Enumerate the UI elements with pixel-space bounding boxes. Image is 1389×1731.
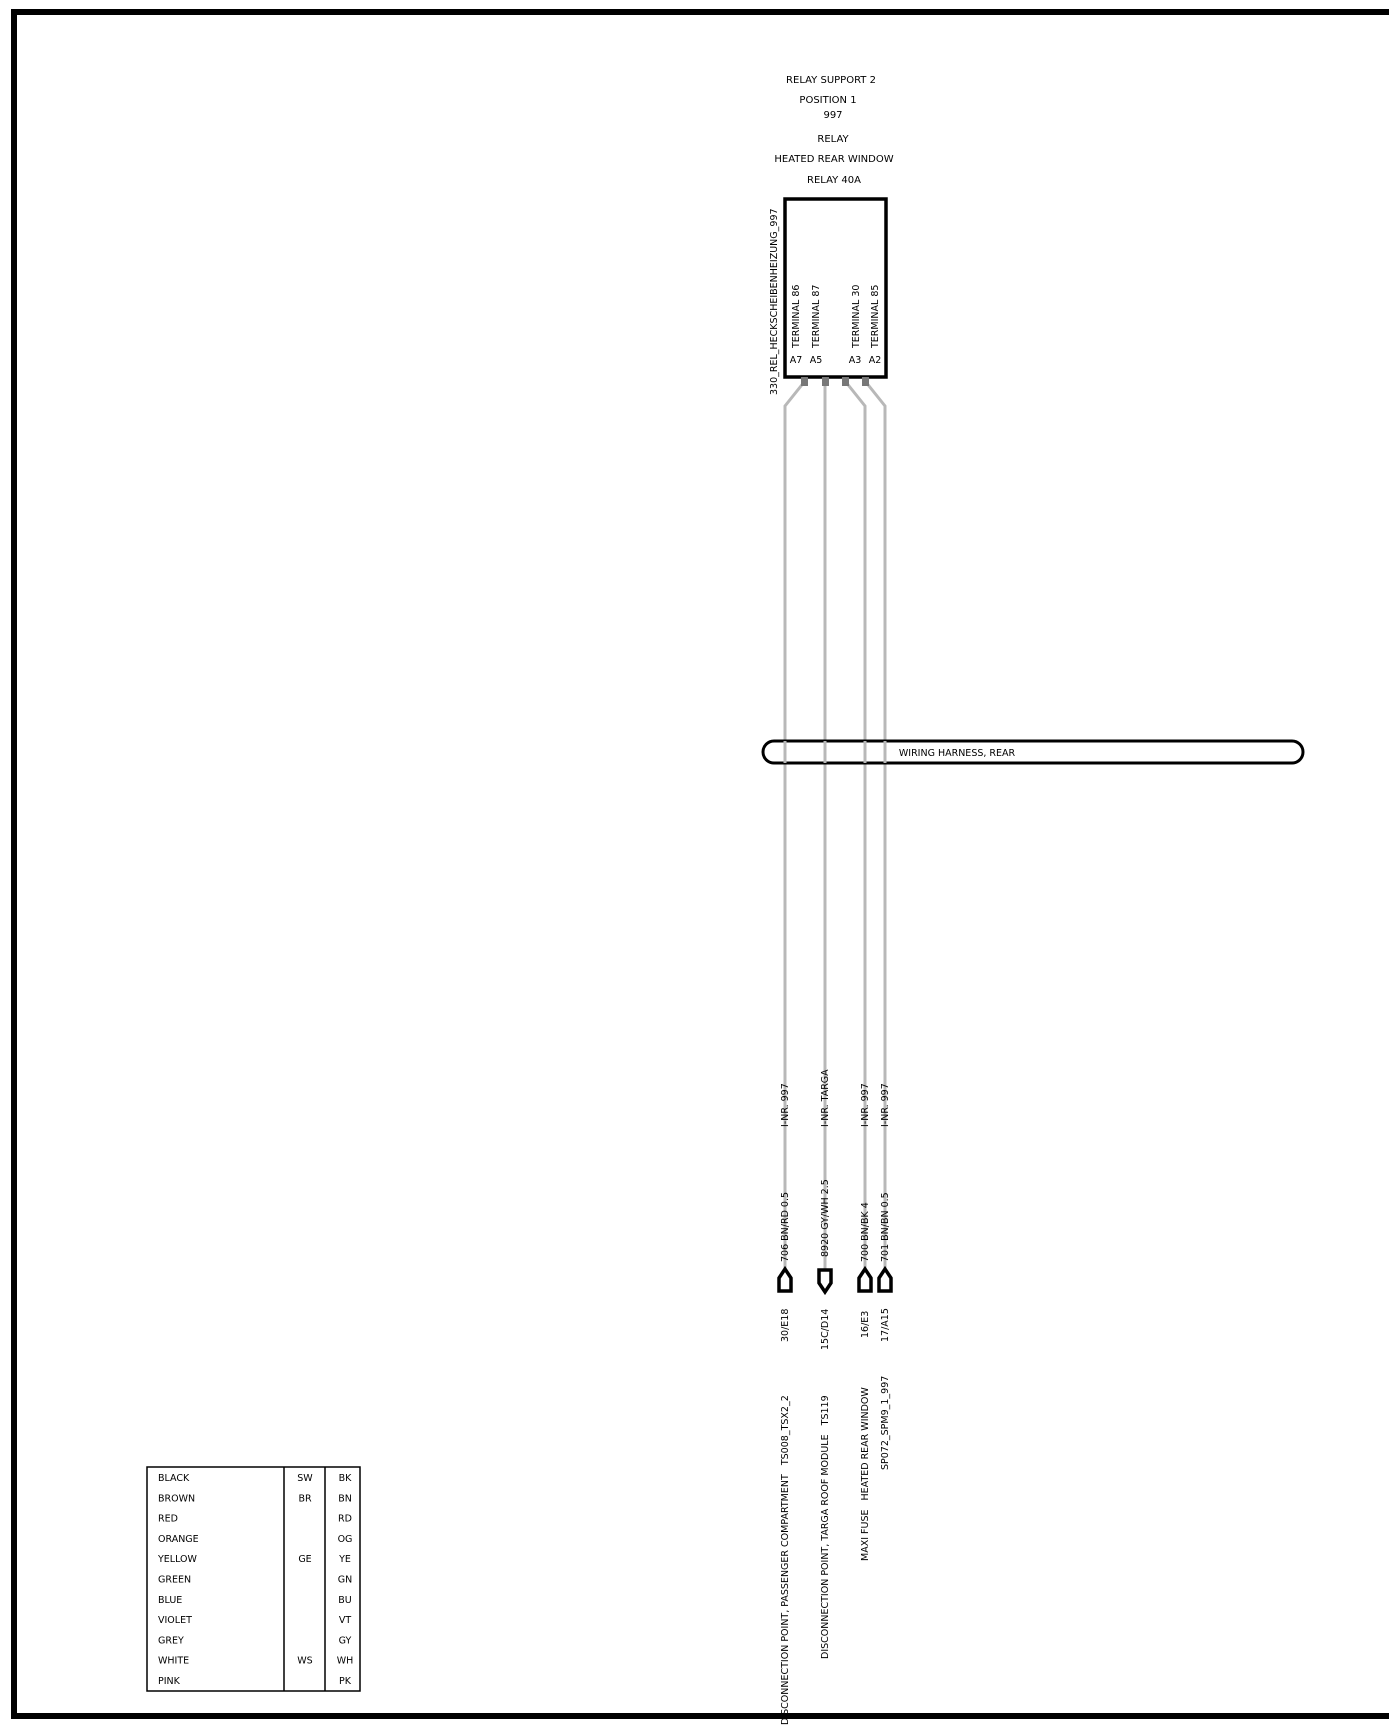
connector-arrow-down[interactable]: [819, 1270, 831, 1292]
legend-color-code: YE: [339, 1554, 351, 1566]
relay-position-label: POSITION 1: [799, 95, 857, 106]
connector-arrows: [779, 1269, 891, 1292]
pin-stub-a2: [862, 377, 869, 386]
inr-labels: [780, 1069, 891, 1127]
pin-stub-a3: [842, 377, 849, 386]
destination-labels: [780, 1376, 891, 1725]
destination-label: MAXI FUSE HEATED REAR WINDOW: [860, 1387, 871, 1561]
inr-label: I-NR. 997: [860, 1083, 871, 1127]
relay-type-label: RELAY: [817, 134, 849, 145]
legend-color-code: RD: [338, 1513, 352, 1525]
relay-rating-label: RELAY 40A: [807, 175, 861, 186]
wire-spec-label: 701 BN/BN 0.5: [880, 1192, 891, 1262]
legend-color-code: BU: [338, 1594, 352, 1606]
terminal-label-87: TERMINAL 87: [811, 284, 822, 348]
relay-component-id: 330_REL_HECKSCHEIBENHEIZUNG_997: [769, 208, 780, 395]
legend-color-name: VIOLET: [158, 1615, 192, 1627]
legend-color-code: PK: [339, 1676, 351, 1687]
wire-706[interactable]: [785, 381, 805, 1270]
harness-label: WIRING HARNESS, REAR: [898, 748, 1016, 759]
page-frame: [14, 12, 1389, 1716]
terminal-label-85: TERMINAL 85: [870, 284, 881, 348]
legend-color-code: WH: [336, 1655, 354, 1667]
connector-code: 15C/D14: [820, 1308, 831, 1350]
terminal-label-30: TERMINAL 30: [851, 284, 862, 348]
terminal-label-86: TERMINAL 86: [791, 284, 802, 348]
inr-label: I-NR. 997: [880, 1083, 891, 1127]
legend-german-code: BR: [298, 1493, 312, 1505]
legend-color-code: BN: [338, 1493, 352, 1505]
relay-header: [774, 75, 893, 186]
pin-stub-a5: [822, 377, 829, 386]
wire-spec-label: 700 BN/BK 4: [860, 1202, 871, 1262]
legend-german-code: SW: [297, 1473, 313, 1484]
pin-label-a5: A5: [809, 355, 823, 366]
legend-color-name: BLACK: [158, 1473, 190, 1484]
connector-code: 30/E18: [780, 1308, 791, 1342]
connector-arrow-up[interactable]: [879, 1269, 891, 1291]
wire-spec-labels: [780, 1179, 891, 1262]
legend-color-name: GREY: [158, 1635, 184, 1647]
inr-label: I-NR. 997: [780, 1083, 791, 1127]
pin-stub-a7: [801, 377, 808, 386]
wire-701[interactable]: [865, 381, 885, 1270]
pin-label-a7: A7: [789, 355, 803, 366]
connector-code: 16/E3: [860, 1310, 871, 1338]
legend-color-name: ORANGE: [158, 1533, 199, 1545]
legend-color-code: GY: [338, 1635, 352, 1647]
wire-700[interactable]: [845, 381, 865, 1270]
legend-color-name: GREEN: [158, 1574, 192, 1586]
wires: [785, 377, 885, 1270]
relay-component[interactable]: [769, 199, 886, 395]
harness-band[interactable]: [763, 741, 1303, 763]
relay-function-label: HEATED REAR WINDOW: [774, 154, 894, 165]
destination-label: SP072_SPM9_1_997: [880, 1375, 891, 1470]
legend-color-name: YELLOW: [158, 1554, 197, 1566]
destination-label: DISCONNECTION POINT, TARGA ROOF MODULE TS119: [820, 1395, 831, 1659]
legend-color-name: BLUE: [158, 1594, 183, 1606]
connector-arrow-up[interactable]: [859, 1269, 871, 1291]
legend-color-name: WHITE: [158, 1655, 190, 1667]
legend-color-code: BK: [338, 1473, 352, 1484]
legend-color-code: OG: [337, 1533, 353, 1545]
pin-label-a2: A2: [868, 355, 882, 366]
wiring-harness[interactable]: [763, 741, 1303, 763]
wire-spec-label: 706 BN/RD 0.5: [780, 1191, 791, 1262]
connector-code: 17/A15: [880, 1308, 891, 1342]
color-legend: [147, 1467, 360, 1691]
pin-label-a3: A3: [848, 355, 862, 366]
inr-label: I-NR. TARGA: [820, 1069, 831, 1127]
legend-color-name: BROWN: [158, 1493, 196, 1505]
legend-color-code: VT: [338, 1615, 352, 1627]
legend-color-name: PINK: [158, 1676, 180, 1687]
connector-codes: [780, 1308, 891, 1350]
destination-label: DISCONNECTION POINT, PASSENGER COMPARTMENT TS008_TSX2_2: [780, 1395, 791, 1725]
connector-arrow-up[interactable]: [779, 1269, 791, 1291]
wire-spec-label: 8920 GY/WH 2.5: [820, 1179, 831, 1257]
relay-support-label: RELAY SUPPORT 2: [786, 75, 876, 86]
legend-color-name: RED: [158, 1513, 178, 1525]
relay-model-label: 997: [823, 110, 843, 121]
legend-color-code: GN: [337, 1574, 353, 1586]
legend-german-code: WS: [297, 1655, 313, 1667]
legend-german-code: GE: [298, 1554, 312, 1566]
